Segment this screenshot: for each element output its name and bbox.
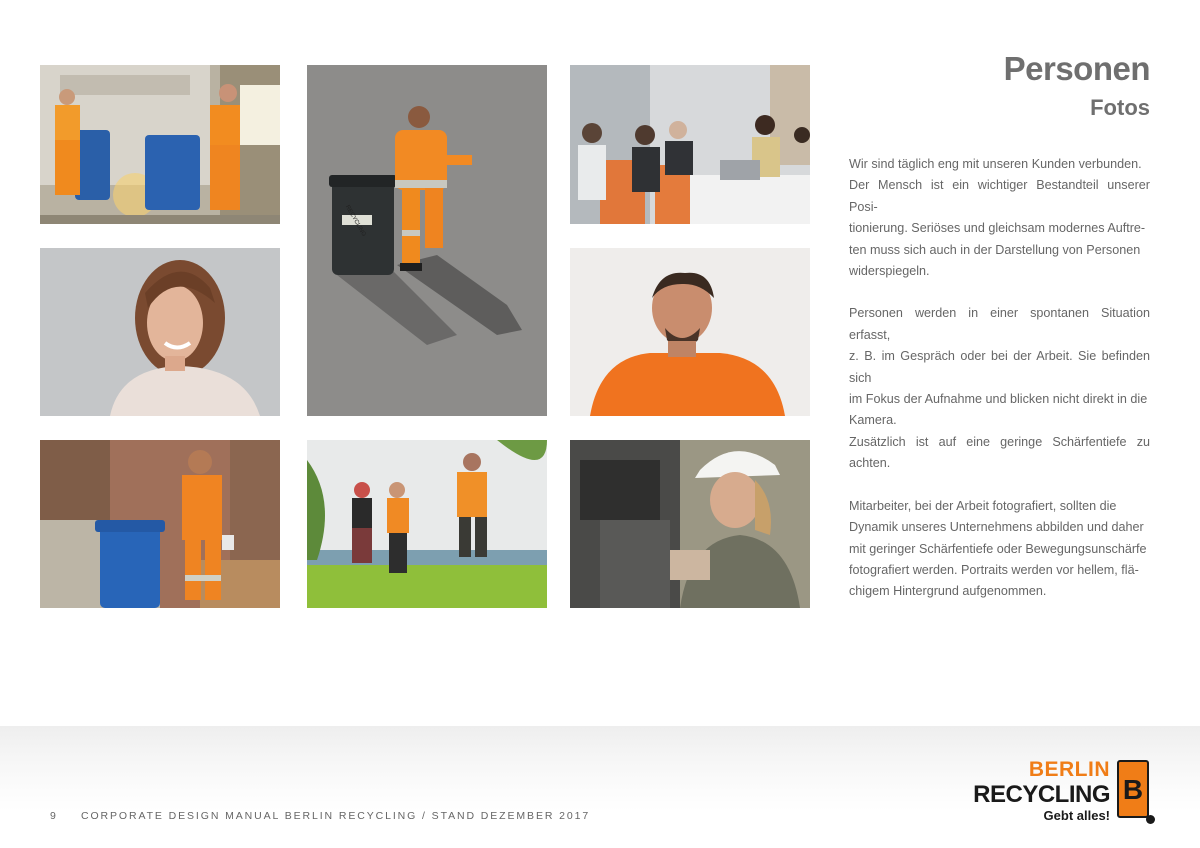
- text-line: chigem Hintergrund aufgenommen.: [849, 584, 1047, 599]
- logo-wheel-icon: [1146, 815, 1155, 824]
- logo-bin-icon: [1117, 760, 1149, 818]
- text-line: Wir sind täglich eng mit unseren Kunden verbunden.: [849, 157, 1142, 171]
- photo-woman-hardhat-machine: [570, 440, 810, 608]
- text-line: Mitarbeiter, bei der Arbeit fotografiert, sollten die: [849, 498, 1117, 513]
- logo-slogan: Gebt alles!: [1043, 808, 1110, 823]
- paragraph-1: [849, 154, 1150, 282]
- paragraph-2: [849, 303, 1150, 474]
- text-line: Dynamik unseres Unternehmens abbilden und daher: [849, 520, 1144, 535]
- page-subtitle: Fotos: [1090, 95, 1150, 120]
- photo-worker-pulling-bin: [307, 65, 547, 416]
- text-line: z. B. im Gespräch oder bei der Arbeit. Sie befinden sich: [849, 349, 1150, 385]
- text-line: mit geringer Schärfentiefe oder Bewegungsunschärfe: [849, 541, 1147, 556]
- berlin-recycling-logo: [975, 758, 1155, 826]
- text-line: Der Mensch ist ein wichtiger Bestandteil unserer Posi-: [849, 178, 1150, 214]
- page-title: Personen: [1003, 50, 1150, 87]
- paragraph-3: [849, 496, 1150, 603]
- text-line: Personen werden in einer spontanen Situation erfasst,: [849, 306, 1150, 342]
- text-line: fotografiert werden. Portraits werden vor hellem, flä-: [849, 562, 1139, 577]
- photo-laughing-man-orange-shirt: [570, 248, 810, 416]
- text-line: Zusätzlich ist auf eine geringe Schärfentiefe zu achten.: [849, 434, 1150, 471]
- text-line: tionierung. Seriöses und gleichsam modernes Auftre-: [849, 221, 1146, 236]
- footer-text: CORPORATE DESIGN MANUAL BERLIN RECYCLING / STAND DEZEMBER 2017: [81, 810, 591, 822]
- logo-line-recycling: RECYCLING: [973, 781, 1110, 808]
- page-number: 9: [50, 810, 57, 822]
- photo-smiling-woman-portrait: [40, 248, 280, 416]
- logo-line-berlin: BERLIN: [1028, 758, 1110, 781]
- logo-mark-letter: B: [1122, 774, 1144, 805]
- bin-label: RECYCLING: [343, 204, 367, 238]
- text-line: Kamera.: [849, 413, 897, 428]
- photo-workers-garbage-truck: [40, 65, 280, 224]
- photo-business-meeting: [570, 65, 810, 224]
- photo-worker-blue-bin-street: [40, 440, 280, 608]
- body-text: [849, 154, 1150, 624]
- text-line: widerspiegeln.: [849, 264, 930, 279]
- text-line: im Fokus der Aufnahme und blicken nicht direkt in die: [849, 392, 1148, 407]
- photo-people-running-field: [307, 440, 547, 608]
- text-line: ten muss sich auch in der Darstellung von Personen: [849, 242, 1141, 257]
